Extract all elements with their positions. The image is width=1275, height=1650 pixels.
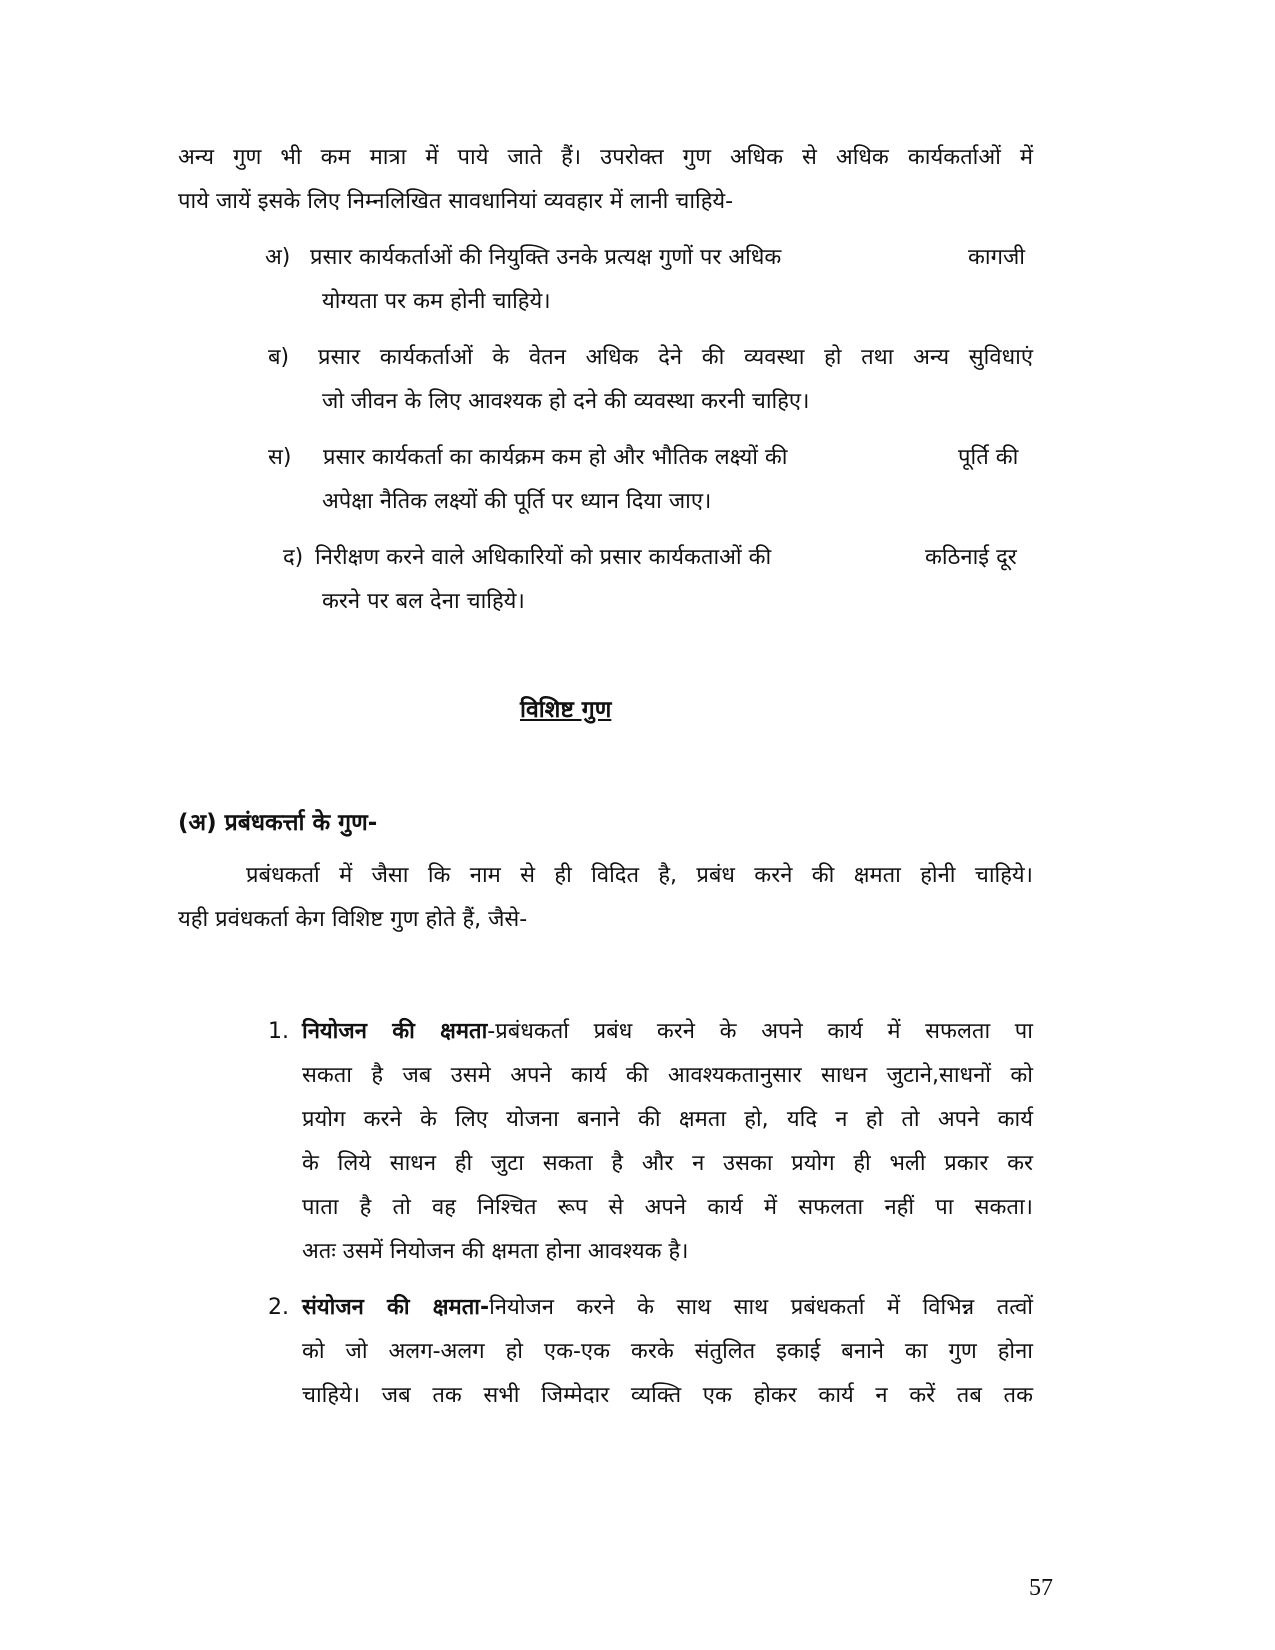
- precaution-a-label: अ): [265, 245, 291, 270]
- precaution-d-line-1-end: कठिनाई दूर: [925, 545, 1017, 570]
- item-2-line-3: चाहिये। जब तक सभी जिम्मेदार व्यक्ति एक होकर कार्य न करें तब तक: [302, 1383, 1033, 1408]
- precaution-d-line-2: करने पर बल देना चाहिये।: [322, 589, 525, 614]
- item-2-line-1: [302, 1293, 1033, 1323]
- item-1-term: नियोजन की क्षमता: [302, 1019, 488, 1044]
- item-2-first-rest: नियोजन करने के साथ साथ प्रबंधकर्ता में विभिन्न तत्वों: [489, 1295, 1034, 1320]
- precaution-d-line-1: निरीक्षण करने वाले अधिकारियों को प्रसार कार्यकताओं की: [315, 545, 772, 570]
- precaution-a-line-2: योग्यता पर कम होनी चाहिये।: [322, 289, 551, 314]
- item-1-line-5: पाता है तो वह निश्चित रूप से अपने कार्य में सफलता नहीं पा सकता।: [302, 1195, 1033, 1220]
- item-1-line-3: प्रयोग करने के लिए योजना बनाने की क्षमता हो, यदि न हो तो अपने कार्य: [302, 1107, 1033, 1132]
- intro-line-2: पाये जायें इसके लिए निम्नलिखित सावधानियां व्यवहार में लानी चाहिये-: [178, 189, 734, 214]
- page-number: 57: [1029, 1575, 1053, 1601]
- precaution-c-line-1: प्रसार कार्यकर्ता का कार्यक्रम कम हो और भौतिक लक्ष्यों की: [323, 445, 788, 470]
- subsection-title: (अ) प्रबंधकर्त्ता के गुण-: [178, 810, 378, 836]
- paragraph-line-1: प्रबंधकर्ता में जैसा कि नाम से ही विदित है, प्रबंध करने की क्षमता होनी चाहिये।: [246, 863, 1033, 888]
- precaution-c-line-1-end: पूर्ति की: [958, 445, 1019, 470]
- intro-line-1: अन्य गुण भी कम मात्रा में पाये जाते हैं। उपरोक्त गुण अधिक से अधिक कार्यकर्ताओं में: [178, 145, 1033, 170]
- item-1-first-rest: -प्रबंधकर्ता प्रबंध करने के अपने कार्य में सफलता पा: [487, 1019, 1033, 1044]
- item-1-line-4: के लिये साधन ही जुटा सकता है और न उसका प्रयोग ही भली प्रकार कर: [302, 1151, 1033, 1176]
- precaution-d-label: द): [283, 545, 304, 570]
- precaution-c-line-2: अपेक्षा नैतिक लक्ष्यों की पूर्ति पर ध्यान दिया जाए।: [322, 489, 712, 514]
- item-1-number: 1.: [268, 1019, 289, 1044]
- item-2-line-2: को जो अलग-अलग हो एक-एक करके संतुलित इकाई बनाने का गुण होना: [302, 1339, 1033, 1364]
- precaution-a-line-1-end: कागजी: [968, 245, 1026, 270]
- precaution-a-line-1: प्रसार कार्यकर्ताओं की नियुक्ति उनके प्रत्यक्ष गुणों पर अधिक: [310, 245, 782, 270]
- precaution-c-label: स): [268, 445, 292, 470]
- item-1-line-6: अतः उसमें नियोजन की क्षमता होना आवश्यक है।: [302, 1239, 689, 1264]
- item-2-number: 2.: [268, 1295, 289, 1320]
- precaution-b-label: ब): [268, 345, 290, 370]
- item-2-term: संयोजन की क्षमता-: [302, 1295, 490, 1320]
- precaution-b-line-2: जो जीवन के लिए आवश्यक हो दने की व्यवस्था करनी चाहिए।: [322, 389, 810, 414]
- paragraph-line-2: यही प्रवंधकर्ता केग विशिष्ट गुण होते हैं, जैसे-: [178, 907, 528, 932]
- item-1-line-1: [302, 1017, 1033, 1047]
- section-title: विशिष्ट गुण: [520, 697, 612, 723]
- item-1-line-2: सकता है जब उसमे अपने कार्य की आवश्यकतानुसार साधन जुटाने,साधनों को: [302, 1063, 1033, 1088]
- precaution-b-line-1: प्रसार कार्यकर्ताओं के वेतन अधिक देने की व्यवस्था हो तथा अन्य सुविधाएं: [318, 345, 1033, 370]
